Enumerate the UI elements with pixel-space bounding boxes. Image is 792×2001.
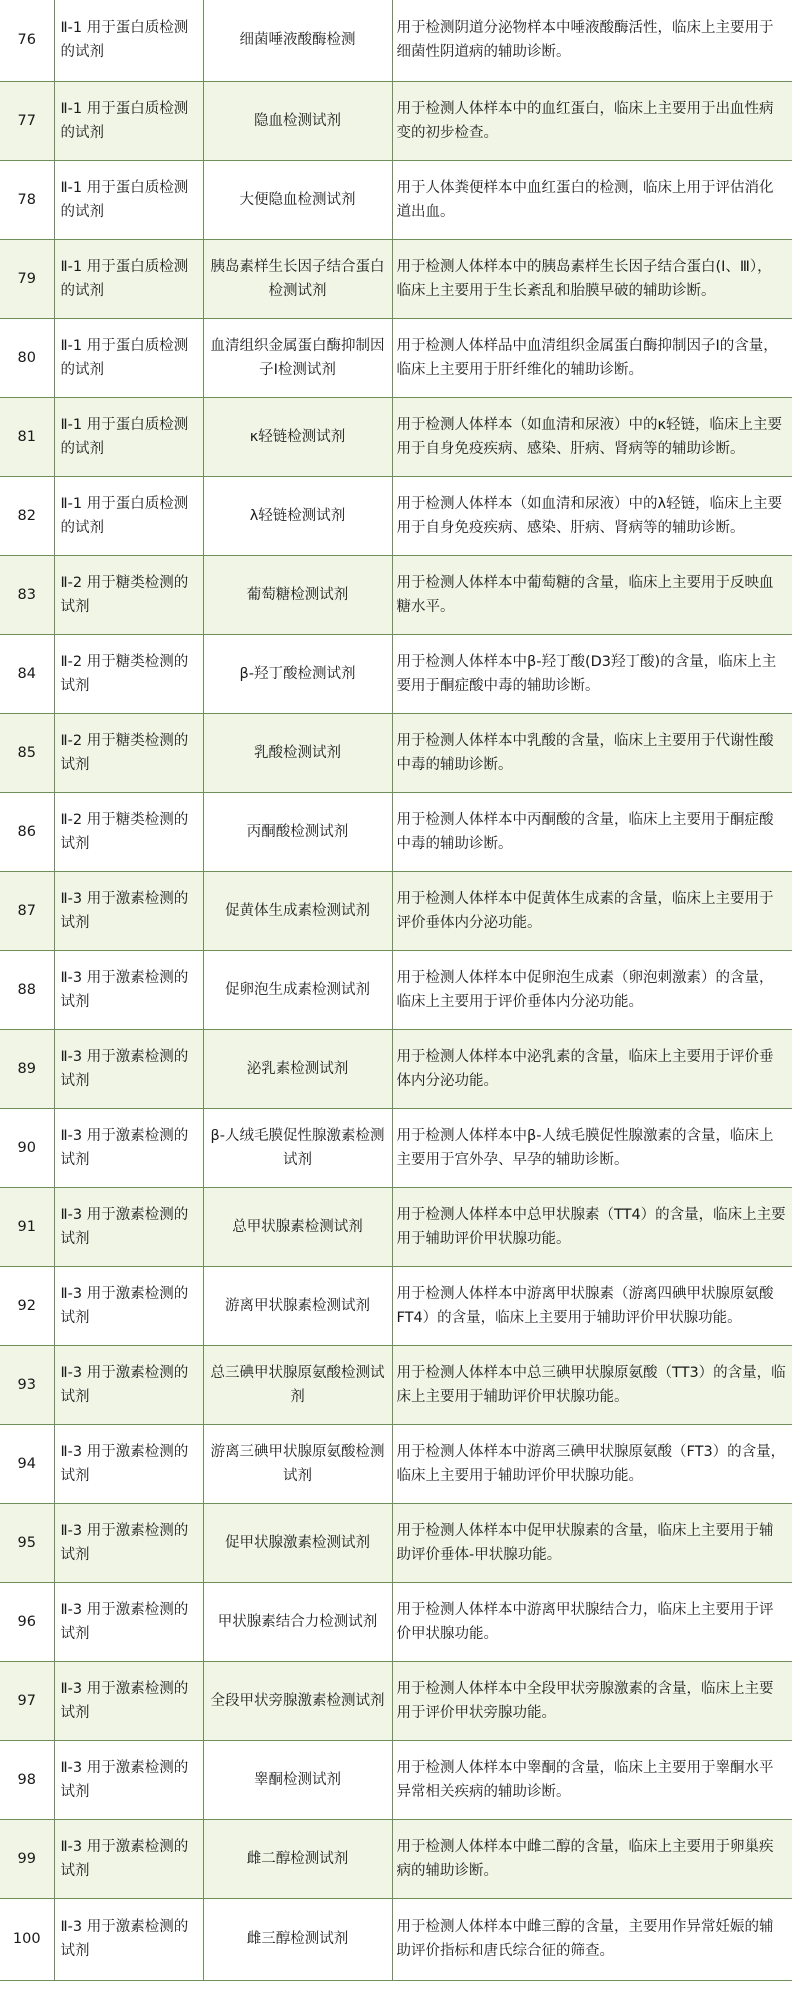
- reagent-name-cell: 全段甲状旁腺激素检测试剂: [203, 1661, 392, 1740]
- category-cell: Ⅱ-2 用于糖类检测的试剂: [54, 792, 203, 871]
- description-cell: 用于检测人体样本中泌乳素的含量，临床上主要用于评价垂体内分泌功能。: [392, 1029, 792, 1108]
- row-number: 80: [0, 318, 54, 397]
- category-cell: Ⅱ-3 用于激素检测的试剂: [54, 1345, 203, 1424]
- description-cell: 用于检测人体样本中雌三醇的含量，主要用作异常妊娠的辅助评价指标和唐氏综合征的筛查。: [392, 1898, 792, 1980]
- category-cell: Ⅱ-2 用于糖类检测的试剂: [54, 555, 203, 634]
- reagent-name-cell: 乳酸检测试剂: [203, 713, 392, 792]
- table-row: [0, 1266, 792, 1345]
- category-cell: Ⅱ-3 用于激素检测的试剂: [54, 950, 203, 1029]
- reagent-name-cell: β-人绒毛膜促性腺激素检测试剂: [203, 1108, 392, 1187]
- description-cell: 用于检测人体样本中β-人绒毛膜促性腺激素的含量，临床上主要用于宫外孕、早孕的辅助诊断。: [392, 1108, 792, 1187]
- reagent-name-cell: 促卵泡生成素检测试剂: [203, 950, 392, 1029]
- row-number: 83: [0, 555, 54, 634]
- category-cell: Ⅱ-3 用于激素检测的试剂: [54, 1661, 203, 1740]
- category-cell: Ⅱ-2 用于糖类检测的试剂: [54, 634, 203, 713]
- reagent-name-cell: 丙酮酸检测试剂: [203, 792, 392, 871]
- row-number: 81: [0, 397, 54, 476]
- table-row: [0, 634, 792, 713]
- reagent-name-cell: 雌二醇检测试剂: [203, 1819, 392, 1898]
- row-number: 93: [0, 1345, 54, 1424]
- table-row: [0, 318, 792, 397]
- reagent-name-cell: 甲状腺素结合力检测试剂: [203, 1582, 392, 1661]
- category-cell: Ⅱ-3 用于激素检测的试剂: [54, 871, 203, 950]
- description-cell: 用于检测阴道分泌物样本中唾液酸酶活性，临床上主要用于细菌性阴道病的辅助诊断。: [392, 0, 792, 81]
- category-cell: Ⅱ-1 用于蛋白质检测的试剂: [54, 318, 203, 397]
- reagent-name-cell: 总三碘甲状腺原氨酸检测试剂: [203, 1345, 392, 1424]
- row-number: 92: [0, 1266, 54, 1345]
- reagent-name-cell: κ轻链检测试剂: [203, 397, 392, 476]
- description-cell: 用于检测人体样本中乳酸的含量，临床上主要用于代谢性酸中毒的辅助诊断。: [392, 713, 792, 792]
- table-row: [0, 1740, 792, 1819]
- row-number: 98: [0, 1740, 54, 1819]
- description-cell: 用于检测人体样本中游离甲状腺素（游离四碘甲状腺原氨酸FT4）的含量，临床上主要用于辅助评价甲状腺功能。: [392, 1266, 792, 1345]
- category-cell: Ⅱ-3 用于激素检测的试剂: [54, 1108, 203, 1187]
- category-cell: Ⅱ-1 用于蛋白质检测的试剂: [54, 239, 203, 318]
- table-row: [0, 1898, 792, 1980]
- reagent-name-cell: 胰岛素样生长因子结合蛋白检测试剂: [203, 239, 392, 318]
- row-number: 90: [0, 1108, 54, 1187]
- description-cell: 用于检测人体样本中总甲状腺素（TT4）的含量，临床上主要用于辅助评价甲状腺功能。: [392, 1187, 792, 1266]
- reagent-name-cell: λ轻链检测试剂: [203, 476, 392, 555]
- reagent-name-cell: 促黄体生成素检测试剂: [203, 871, 392, 950]
- table-row: [0, 1345, 792, 1424]
- description-cell: 用于检测人体样本中睾酮的含量，临床上主要用于睾酮水平异常相关疾病的辅助诊断。: [392, 1740, 792, 1819]
- row-number: 96: [0, 1582, 54, 1661]
- category-cell: Ⅱ-3 用于激素检测的试剂: [54, 1582, 203, 1661]
- description-cell: 用于检测人体样本中总三碘甲状腺原氨酸（TT3）的含量，临床上主要用于辅助评价甲状腺功能。: [392, 1345, 792, 1424]
- category-cell: Ⅱ-3 用于激素检测的试剂: [54, 1424, 203, 1503]
- description-cell: 用于检测人体样本中促黄体生成素的含量，临床上主要用于评价垂体内分泌功能。: [392, 871, 792, 950]
- description-cell: 用于检测人体样本中游离三碘甲状腺原氨酸（FT3）的含量，临床上主要用于辅助评价甲状腺功能。: [392, 1424, 792, 1503]
- row-number: 99: [0, 1819, 54, 1898]
- description-cell: 用于检测人体样本中丙酮酸的含量，临床上主要用于酮症酸中毒的辅助诊断。: [392, 792, 792, 871]
- table-row: [0, 792, 792, 871]
- row-number: 95: [0, 1503, 54, 1582]
- reagent-name-cell: 葡萄糖检测试剂: [203, 555, 392, 634]
- category-cell: Ⅱ-3 用于激素检测的试剂: [54, 1266, 203, 1345]
- reagent-name-cell: 总甲状腺素检测试剂: [203, 1187, 392, 1266]
- table-row: [0, 397, 792, 476]
- row-number: 87: [0, 871, 54, 950]
- table-row: [0, 1029, 792, 1108]
- reagent-name-cell: 游离甲状腺素检测试剂: [203, 1266, 392, 1345]
- row-number: 79: [0, 239, 54, 318]
- description-cell: 用于检测人体样本中β-羟丁酸(D3羟丁酸)的含量，临床上主要用于酮症酸中毒的辅助诊断。: [392, 634, 792, 713]
- row-number: 94: [0, 1424, 54, 1503]
- category-cell: Ⅱ-3 用于激素检测的试剂: [54, 1819, 203, 1898]
- table-row: [0, 1108, 792, 1187]
- table-row: [0, 1582, 792, 1661]
- category-cell: Ⅱ-3 用于激素检测的试剂: [54, 1503, 203, 1582]
- table-row: [0, 1503, 792, 1582]
- category-cell: Ⅱ-2 用于糖类检测的试剂: [54, 713, 203, 792]
- description-cell: 用于检测人体样本中的胰岛素样生长因子结合蛋白(Ⅰ、Ⅲ），临床上主要用于生长紊乱和胎膜早破的辅助诊断。: [392, 239, 792, 318]
- description-cell: 用于检测人体样本（如血清和尿液）中的κ轻链，临床上主要用于自身免疫疾病、感染、肝病、肾病等的辅助诊断。: [392, 397, 792, 476]
- table-row: [0, 950, 792, 1029]
- category-cell: Ⅱ-1 用于蛋白质检测的试剂: [54, 81, 203, 160]
- row-number: 88: [0, 950, 54, 1029]
- description-cell: 用于检测人体样本中的血红蛋白，临床上主要用于出血性病变的初步检查。: [392, 81, 792, 160]
- table-row: [0, 1187, 792, 1266]
- reagent-name-cell: 睾酮检测试剂: [203, 1740, 392, 1819]
- table-row: [0, 713, 792, 792]
- category-cell: Ⅱ-1 用于蛋白质检测的试剂: [54, 160, 203, 239]
- description-cell: 用于检测人体样本中促卵泡生成素（卵泡刺激素）的含量，临床上主要用于评价垂体内分泌功能。: [392, 950, 792, 1029]
- reagent-name-cell: β-羟丁酸检测试剂: [203, 634, 392, 713]
- reagent-name-cell: 血清组织金属蛋白酶抑制因子Ⅰ检测试剂: [203, 318, 392, 397]
- table-row: [0, 160, 792, 239]
- row-number: 97: [0, 1661, 54, 1740]
- description-cell: 用于检测人体样本中促甲状腺素的含量，临床上主要用于辅助评价垂体-甲状腺功能。: [392, 1503, 792, 1582]
- category-cell: Ⅱ-3 用于激素检测的试剂: [54, 1898, 203, 1980]
- description-cell: 用于检测人体样本（如血清和尿液）中的λ轻链，临床上主要用于自身免疫疾病、感染、肝病、肾病等的辅助诊断。: [392, 476, 792, 555]
- reagent-name-cell: 细菌唾液酸酶检测: [203, 0, 392, 81]
- row-number: 84: [0, 634, 54, 713]
- description-cell: 用于检测人体样本中雌二醇的含量，临床上主要用于卵巢疾病的辅助诊断。: [392, 1819, 792, 1898]
- table-row: [0, 476, 792, 555]
- description-cell: 用于人体粪便样本中血红蛋白的检测，临床上用于评估消化道出血。: [392, 160, 792, 239]
- category-cell: Ⅱ-3 用于激素检测的试剂: [54, 1187, 203, 1266]
- category-cell: Ⅱ-1 用于蛋白质检测的试剂: [54, 0, 203, 81]
- table-row: [0, 555, 792, 634]
- table-row: [0, 1424, 792, 1503]
- reagent-name-cell: 泌乳素检测试剂: [203, 1029, 392, 1108]
- description-cell: 用于检测人体样本中游离甲状腺结合力，临床上主要用于评价甲状腺功能。: [392, 1582, 792, 1661]
- category-cell: Ⅱ-1 用于蛋白质检测的试剂: [54, 397, 203, 476]
- table-row: [0, 1661, 792, 1740]
- description-cell: 用于检测人体样本中葡萄糖的含量，临床上主要用于反映血糖水平。: [392, 555, 792, 634]
- reagent-name-cell: 促甲状腺激素检测试剂: [203, 1503, 392, 1582]
- description-cell: 用于检测人体样品中血清组织金属蛋白酶抑制因子Ⅰ的含量，临床上主要用于肝纤维化的辅助诊断。: [392, 318, 792, 397]
- row-number: 77: [0, 81, 54, 160]
- row-number: 82: [0, 476, 54, 555]
- description-cell: 用于检测人体样本中全段甲状旁腺激素的含量，临床上主要用于评价甲状旁腺功能。: [392, 1661, 792, 1740]
- row-number: 76: [0, 0, 54, 81]
- row-number: 89: [0, 1029, 54, 1108]
- table-row: [0, 1819, 792, 1898]
- row-number: 86: [0, 792, 54, 871]
- row-number: 91: [0, 1187, 54, 1266]
- table-row: [0, 239, 792, 318]
- table-row: [0, 81, 792, 160]
- row-number: 78: [0, 160, 54, 239]
- category-cell: Ⅱ-3 用于激素检测的试剂: [54, 1029, 203, 1108]
- reagent-name-cell: 雌三醇检测试剂: [203, 1898, 392, 1980]
- table-row: [0, 871, 792, 950]
- reagent-name-cell: 隐血检测试剂: [203, 81, 392, 160]
- row-number: 100: [0, 1898, 54, 1980]
- row-number: 85: [0, 713, 54, 792]
- reagent-name-cell: 大便隐血检测试剂: [203, 160, 392, 239]
- category-cell: Ⅱ-3 用于激素检测的试剂: [54, 1740, 203, 1819]
- reagent-name-cell: 游离三碘甲状腺原氨酸检测试剂: [203, 1424, 392, 1503]
- table-row: [0, 0, 792, 81]
- category-cell: Ⅱ-1 用于蛋白质检测的试剂: [54, 476, 203, 555]
